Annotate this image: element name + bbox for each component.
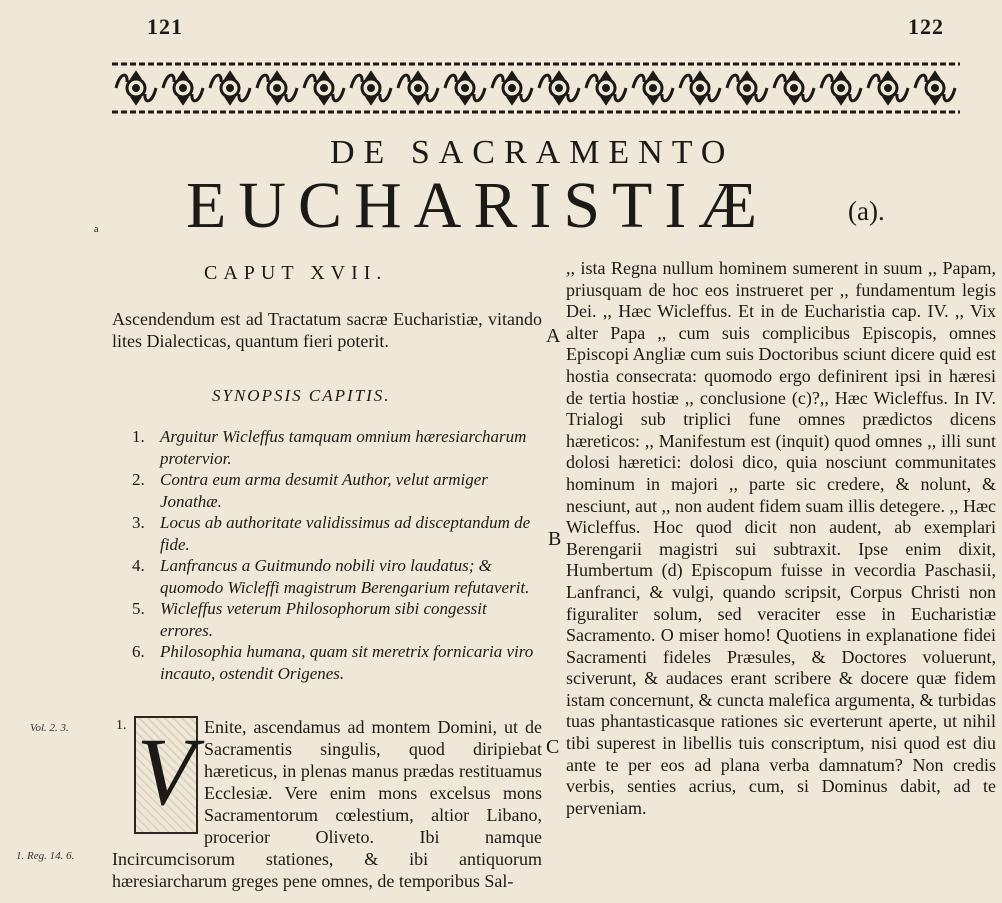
page-number-left: 121 [147, 14, 183, 39]
body-text-left [112, 716, 542, 892]
synopsis-item: 2. Contra eum arma desumit Author, velut armiger Jonathæ. [132, 470, 488, 511]
margin-mark: a [94, 224, 99, 235]
synopsis-item: 6. Philosophia humana, quam sit meretrix fornicaria viro incauto, ostendit Origenes. [132, 642, 534, 683]
body-paragraph: Enite, ascendamus ad montem Domini, ut de Sacramentis singulis, quod diripiebat hæreticus, in plenas manus prædas restituamus Ecclesiæ. Vere enim mons excelsus mons Sacramentorum cœlestium, altior Libano, procerior Oliveto. Ibi namque Incircumcisorum stationes, & ibi antiquorum hæresiarcharum greges pene omnes, de temporibus Sal- [112, 717, 542, 891]
synopsis-item: 3. Locus ab authoritate validissimus ad disceptandum de fide. [132, 513, 531, 554]
synopsis-title: SYNOPSIS CAPITIS. [212, 386, 391, 405]
body-text-right [566, 258, 996, 819]
synopsis-item: 1. Arguitur Wicleffus tamquam omnium hæresiarcharum protervior. [132, 427, 527, 468]
margin-note: Vol. 2. 3. [30, 722, 69, 734]
paragraph-number: 1. [116, 718, 127, 733]
title-line-2: EUCHARISTIÆ [186, 169, 770, 242]
synopsis-list [132, 426, 542, 684]
title-line-1: DE SACRAMENTO [330, 134, 735, 171]
synopsis-item: 5. Wicleffus veterum Philosophorum sibi congessit errores. [132, 599, 487, 640]
section-letter-a: A [546, 325, 561, 347]
margin-note: 1. Reg. 14. 6. [16, 850, 75, 862]
chapter-summary: Ascendendum est ad Tractatum sacræ Eucharistiæ, vitando lites Dialecticas, quantum fieri poterit. [112, 309, 542, 351]
title-footnote-mark: (a). [848, 196, 885, 226]
synopsis-item: 4. Lanfrancus a Guitmundo nobili viro laudatus; & quomodo Wicleffi magistrum Berengarium refutaverit. [132, 556, 530, 597]
page-number-right: 122 [908, 14, 944, 39]
section-letter-b: B [548, 528, 562, 550]
drop-cap-initial: V [134, 716, 198, 834]
body-paragraph: ,, ista Regna nullum hominem sumerent in suum ,, Papam, priusquam de hoc eos instrueret per ,, fundamentum legis Dei. ,, Hæc Wicleffus. Et in de Eucharistia cap. IV. ,, Vix alter Papa ,, cum suis complicibus Episcopis, omnes Episcopi Angliæ cum suis Doctoribus sciunt dicere quid est hostia consecrata: quomodo ergo definirent ipsi in hæresi de tertia hostiæ ,, conclusione (c)?,, Hæc Wicleffus. In IV. Trialogi sub triplici fune omnes prædictos dicens hæreticos: ,, Manifestum est (inquit) quod omnes ,, illi sunt dolosi hæretici: dolosi dico, quia nosciunt communitates hominum in majori ,, parte sic credere, & nolunt, & nesciunt, aut ,, non audent fidem suam illis detegere. ,, Hæc Wicleffus. Hoc quod dicit non audent, ab exemplari Berengarii magistri sui subtraxit. Ipse enim dixit, Humbertum (d) Episcopum fuisse in vecordia Paschasii, Lanfranci, & vulgi, quando scripsit, Corpus Christi non figuraliter solum, sed veraciter esse in Eucharistiæ Sacramento. O miser homo! Quotiens in explanatione fidei Sacramenti fideles Præsules, & Doctores voluerunt, sciverunt, & audaces erant scribere & docere quæ fidem istam concernunt, & cuncta malefica argumenta, & turbidas tuas phantasticasque rationes sic everterunt aperte, ut nihil tibi superest in libellis tuis conscriptum, nisi quod est diu ante te per eos ad plana verba damnatum? Non credis verbis, senties acrius, cum, si Dominus dabit, ad te perveniam. [566, 258, 997, 818]
floral-ornament-band-icon [112, 58, 960, 118]
section-letter-c: C [546, 736, 560, 758]
chapter-heading: CAPUT XVII. [204, 262, 388, 284]
